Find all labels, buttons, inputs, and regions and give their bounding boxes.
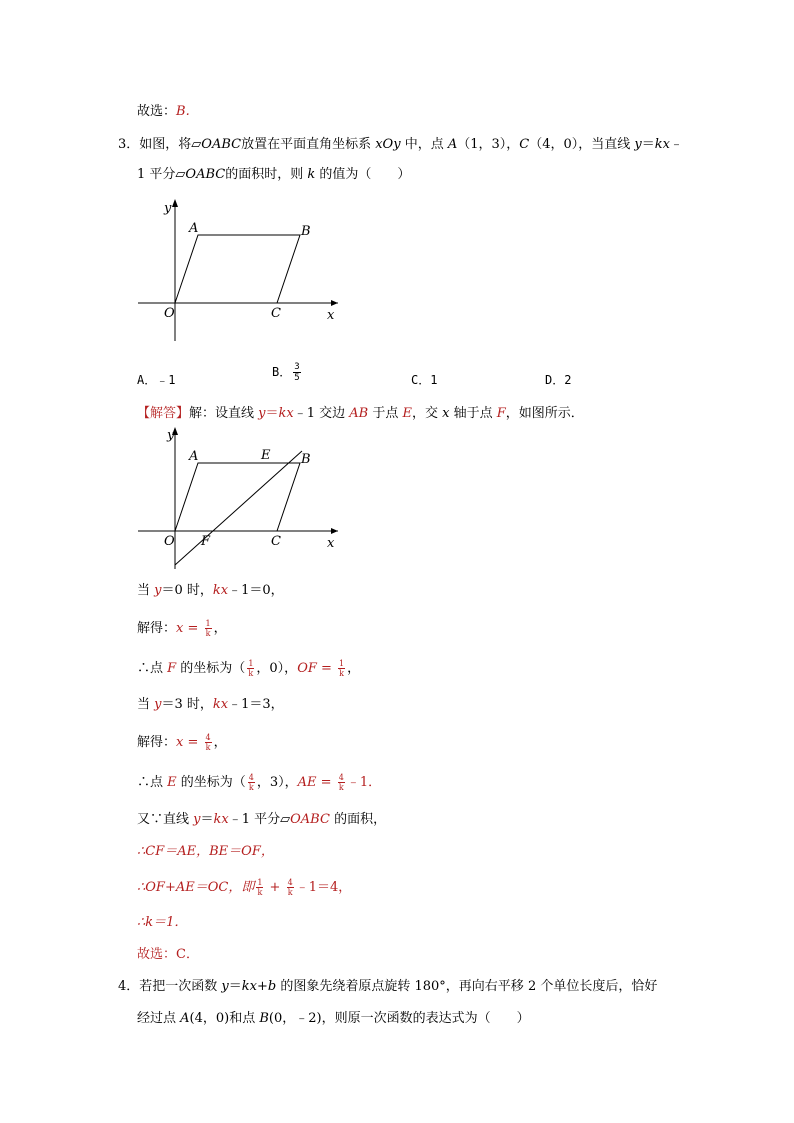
parallelogram-oabc	[175, 463, 300, 531]
question-3-line-2: 1 平分▱OABC的面积时，则 k 的值为（ ）	[137, 167, 411, 182]
x-axis-label: x	[327, 308, 335, 323]
point-c-label: C	[271, 534, 281, 549]
parallelogram-figure	[130, 193, 350, 343]
point-c-label: C	[271, 306, 281, 321]
y-axis-label: y	[164, 201, 172, 216]
point-o-label: O	[164, 306, 175, 321]
point-b-label: B	[301, 452, 311, 467]
x-axis-arrow	[331, 528, 338, 534]
solution-step-4: 当 y＝3 时，kx﹣1＝3，	[137, 697, 284, 712]
solution-figure	[130, 423, 350, 573]
solution-intro: 【解答】解：设直线 y＝kx﹣1 交边 AB 于点 E，交 x 轴于点 F，如图所示．	[137, 406, 584, 421]
option-c: C．1	[411, 373, 438, 387]
y-axis-label: y	[167, 428, 175, 443]
solution-step-2: 解得：x = $\frac{1}{k}$ ，	[137, 619, 227, 638]
solution-step-6: ∴点 E 的坐标为（ $\frac{4}{k}$ ，3），AE = $\frac{4}{k}$ ﹣1．	[137, 773, 382, 792]
x-axis-arrow	[331, 300, 338, 306]
solution-step-10: ∴k＝1．	[137, 915, 188, 930]
point-e-label: E	[261, 448, 271, 463]
question-3-line-1: 3．如图，将▱OABC放置在平面直角坐标系 xOy 中，点 A（1，3），C（4，0），当直线 y＝kx﹣	[118, 137, 684, 152]
point-a-label: A	[189, 449, 199, 464]
previous-answer: 故选：B.	[137, 104, 190, 119]
point-a-label: A	[189, 221, 199, 236]
question-4-line-1: 4．若把一次函数 y＝kx+b 的图象先绕着原点旋转 180°，再向右平移 2 个单位长度后，恰好	[118, 979, 658, 994]
line-ef	[175, 451, 302, 565]
point-o-label: O	[164, 534, 175, 549]
x-axis-label: x	[327, 536, 335, 551]
solution-step-8: ∴CF＝AE，BE＝OF，	[137, 844, 274, 859]
solution-step-3: ∴点 F 的坐标为（ $\frac{1}{k}$ ，0），OF = $\frac{1}{k}$ ，	[137, 659, 361, 678]
option-d: D．2	[545, 373, 572, 387]
question-4-line-2: 经过点 A(4，0)和点 B(0，﹣2)，则原一次函数的表达式为（ ）	[137, 1011, 530, 1026]
point-b-label: B	[301, 224, 311, 239]
solution-step-7: 又∵直线 y＝kx﹣1 平分▱OABC 的面积，	[137, 812, 387, 827]
solution-step-5: 解得：x = $\frac{4}{k}$ ，	[137, 733, 227, 752]
solution-answer: 故选：C．	[137, 947, 199, 962]
option-b: B． $\frac{3}{5}$	[272, 362, 300, 383]
solution-step-1: 当 y＝0 时，kx﹣1＝0，	[137, 583, 284, 598]
option-a: A．﹣1	[137, 373, 176, 387]
point-f-label: F	[201, 534, 211, 549]
y-axis-arrow	[172, 199, 178, 207]
parallelogram-oabc	[175, 235, 300, 303]
solution-step-9: ∴OF+AE＝OC，即 $\frac{1}{k}$ + $\frac{4}{k}$ ﹣1＝4，	[137, 878, 352, 897]
